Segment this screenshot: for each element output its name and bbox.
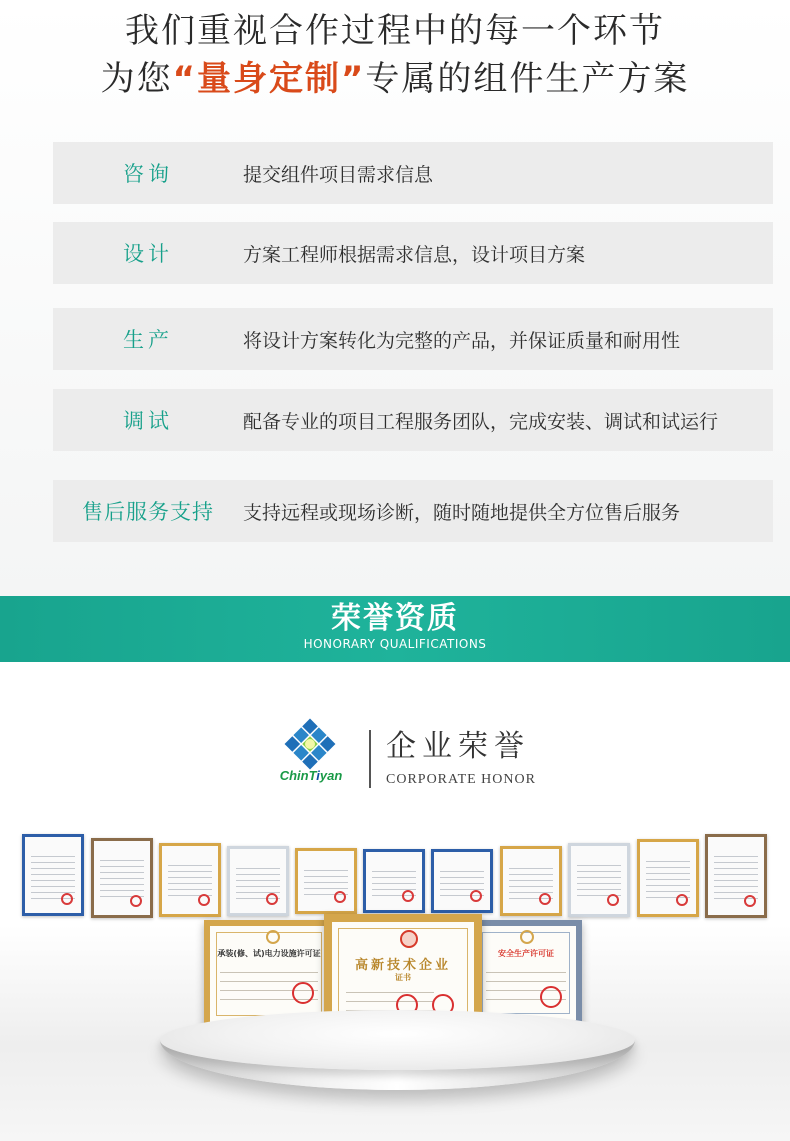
step-name: 售后服务支持 bbox=[82, 500, 214, 524]
certificate-thumb bbox=[159, 843, 221, 917]
step-name: 咨询 bbox=[123, 162, 173, 186]
certificate-thumb bbox=[22, 834, 84, 916]
cert-subtitle: 证书 bbox=[395, 973, 411, 982]
headline-line-2 bbox=[0, 59, 790, 99]
cert-title: 安全生产许可证 bbox=[498, 949, 554, 958]
safety-production-license bbox=[470, 920, 582, 1026]
certificate-thumb bbox=[637, 839, 699, 917]
step-row-production bbox=[53, 308, 773, 370]
flame-emblem-icon bbox=[400, 930, 418, 948]
headline-line-1: 我们重视合作过程中的每一个环节 bbox=[125, 11, 665, 51]
certificate-thumb bbox=[91, 838, 153, 918]
cert-title: 高新技术企业 bbox=[354, 958, 451, 973]
step-desc: 提交组件项目需求信息 bbox=[243, 163, 434, 186]
step-row-after-sales bbox=[53, 480, 773, 542]
logo-text-a: ChinT bbox=[279, 768, 317, 783]
emblem-icon bbox=[266, 930, 280, 944]
step-row-debug bbox=[53, 389, 773, 451]
headline-prefix: 为您 bbox=[100, 59, 173, 99]
step-name: 设计 bbox=[123, 242, 173, 266]
company-logo-text bbox=[265, 768, 357, 783]
certificate-thumb bbox=[227, 846, 289, 916]
certificate-thumb bbox=[295, 848, 357, 914]
honor-title-cn: 企业荣誉 bbox=[386, 729, 530, 764]
step-row-consult bbox=[53, 142, 773, 204]
logo-divider bbox=[369, 730, 371, 788]
step-desc: 方案工程师根据需求信息，设计项目方案 bbox=[243, 243, 586, 266]
certificate-thumb bbox=[568, 843, 630, 917]
banner-title: 荣誉资质 bbox=[331, 601, 459, 636]
step-desc: 将设计方案转化为完整的产品，并保证质量和耐用性 bbox=[243, 329, 681, 352]
red-seal-icon bbox=[540, 986, 562, 1008]
emblem-icon bbox=[520, 930, 534, 944]
step-name: 生产 bbox=[123, 328, 173, 352]
step-row-design bbox=[53, 222, 773, 284]
banner-subtitle: HONORARY QUALIFICATIONS bbox=[303, 637, 487, 651]
honor-title-en: CORPORATE HONOR bbox=[386, 772, 536, 787]
red-seal-icon bbox=[292, 982, 314, 1004]
logo-text-b: i bbox=[316, 768, 320, 783]
certificate-thumb bbox=[363, 849, 425, 913]
headline-highlight: “量身定制” bbox=[172, 59, 366, 99]
honor-banner bbox=[0, 596, 790, 662]
step-desc: 配备专业的项目工程服务团队，完成安装、调试和试运行 bbox=[243, 410, 719, 433]
step-desc: 支持远程或现场诊断，随时随地提供全方位售后服务 bbox=[243, 501, 681, 524]
headline-suffix: 专属的组件生产方案 bbox=[365, 59, 690, 99]
certificate-thumb bbox=[431, 849, 493, 913]
logo-text-c: yan bbox=[319, 768, 343, 783]
step-name: 调试 bbox=[123, 409, 173, 433]
cert-title: 承装(修、试)电力设施许可证 bbox=[217, 949, 321, 958]
certificate-thumb bbox=[705, 834, 767, 918]
certificate-thumb bbox=[500, 846, 562, 916]
display-stage-top bbox=[160, 1010, 635, 1070]
